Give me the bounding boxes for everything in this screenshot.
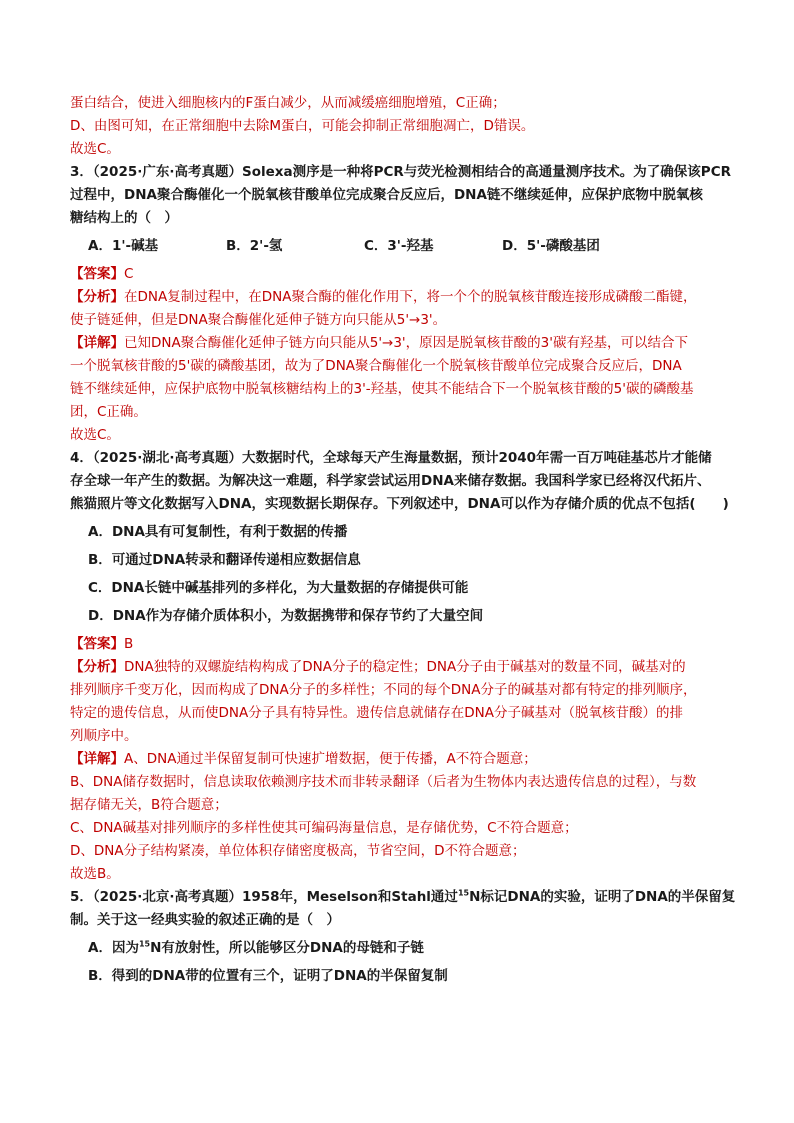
q4-number: 4． bbox=[70, 450, 93, 466]
q3-source: （2025·广东·高考真题） bbox=[92, 164, 242, 180]
q4-detail-line-4: C、DNA碱基对排列顺序的多样性使其可编码海量信息，是存储优势，C不符合题意； bbox=[70, 820, 578, 836]
q4-analysis-text: DNA独特的双螺旋结构构成了DNA分子的稳定性；DNA分子由于碱基对的数量不同，碱基对的 bbox=[124, 659, 686, 675]
q4-detail-line-5: D、DNA分子结构紧凑，单位体积存储密度极高，节省空间，D不符合题意； bbox=[70, 843, 526, 859]
q5-isotope-superscript: 15 bbox=[457, 888, 470, 898]
q4-analysis-tag: 【分析】 bbox=[70, 659, 124, 675]
q5-option-a-text-b: N有放射性，所以能够区分DNA的母链和子链 bbox=[150, 940, 424, 956]
q3-analysis-tag: 【分析】 bbox=[70, 289, 124, 305]
intro-line-1: 蛋白结合，使进入细胞核内的F蛋白减少，从而减缓癌细胞增殖，C正确； bbox=[70, 95, 506, 111]
q3-detail-line-2: 一个脱氧核苷酸的5'碳的磷酸基团，故为了DNA聚合酶催化一个脱氧核苷酸单位完成聚合反应后，DNA bbox=[70, 358, 682, 374]
q4-option-c: C．DNA长链中碱基排列的多样化，为大量数据的存储提供可能 bbox=[88, 580, 469, 596]
q3-option-a: A．1'-碱基 bbox=[88, 238, 159, 254]
q4-stem-line-2: 存全球一年产生的数据。为解决这一难题，科学家尝试运用DNA来储存数据。我国科学家已经将汉代拓片、 bbox=[70, 473, 711, 489]
q4-analysis-line-4: 列顺序中。 bbox=[70, 728, 138, 744]
q5-source: （2025·北京·高考真题） bbox=[92, 889, 242, 905]
q5-option-a bbox=[70, 937, 730, 960]
q3-detail-text: 已知DNA聚合酶催化延伸子链方向只能从5'→3'，原因是脱氧核苷酸的3'碳有羟基，可以结合下 bbox=[124, 335, 688, 351]
q3-stem-text: Solexa测序是一种将PCR与荧光检测相结合的高通量测序技术。为了确保该PCR bbox=[242, 164, 731, 180]
q5-option-a-text-a: A．因为 bbox=[88, 940, 139, 956]
q3-answer-value: C bbox=[124, 266, 134, 282]
q3-analysis-text: 在DNA复制过程中，在DNA聚合酶的催化作用下，将一个个的脱氧核苷酸连接形成磷酸二酯键， bbox=[124, 289, 697, 305]
q4-detail-text: A、DNA通过半保留复制可快速扩增数据，便于传播，A不符合题意； bbox=[124, 751, 537, 767]
q3-number: 3． bbox=[70, 164, 93, 180]
q4-analysis-line-3: 特定的遗传信息，从而使DNA分子具有特异性。遗传信息就储存在DNA分子碱基对（脱氧核苷酸）的排 bbox=[70, 705, 683, 721]
q4-option-a: A．DNA具有可复制性，有利于数据的传播 bbox=[88, 524, 348, 540]
q5-stem-text-a: 1958年，Meselson和Stahl通过 bbox=[242, 889, 458, 905]
q4-stem-line-3: 熊猫照片等文化数据写入DNA，实现数据长期保存。下列叙述中，DNA可以作为存储介质的优点不包括( ) bbox=[70, 496, 729, 512]
q3-stem-line-2: 过程中，DNA聚合酶催化一个脱氧核苷酸单位完成聚合反应后，DNA链不继续延伸，应保护底物中脱氧核 bbox=[70, 187, 703, 203]
q4-analysis-line-2: 排列顺序千变万化，因而构成了DNA分子的多样性；不同的每个DNA分子的碱基对都有特定的排列顺序， bbox=[70, 682, 697, 698]
q3-answer-tag: 【答案】 bbox=[70, 266, 124, 282]
q5-stem-line-2: 制。关于这一经典实验的叙述正确的是（ ） bbox=[70, 912, 340, 928]
q3-option-c: C．3'-羟基 bbox=[364, 238, 434, 254]
q3-options bbox=[70, 235, 730, 258]
q3-detail-line-1 bbox=[70, 332, 730, 355]
q3-detail-line-3: 链不继续延伸，应保护底物中脱氧核糖结构上的3'-羟基，使其不能结合下一个脱氧核苷酸的5'碳的磷酸基 bbox=[70, 381, 694, 397]
q4-detail-line-1 bbox=[70, 748, 730, 771]
q4-stem-line-1 bbox=[70, 447, 730, 470]
q5-stem-text-b: N标记DNA的实验，证明了DNA的半保留复 bbox=[469, 889, 736, 905]
q5-stem-line-1 bbox=[70, 886, 736, 909]
intro-line-3: 故选C。 bbox=[70, 141, 120, 157]
q4-stem-text: 大数据时代，全球每天产生海量数据，预计2040年需一百万吨硅基芯片才能储 bbox=[242, 450, 712, 466]
q4-detail-line-2: B、DNA储存数据时，信息读取依赖测序技术而非转录翻译（后者为生物体内表达遗传信息的过程），与数 bbox=[70, 774, 697, 790]
q3-detail-line-5: 故选C。 bbox=[70, 427, 120, 443]
q5-number: 5． bbox=[70, 889, 93, 905]
q3-option-d: D．5'-磷酸基团 bbox=[502, 238, 600, 254]
q4-answer-tag: 【答案】 bbox=[70, 636, 124, 652]
q3-analysis-line-2: 使子链延伸，但是DNA聚合酶催化延伸子链方向只能从5'→3'。 bbox=[70, 312, 447, 328]
q4-answer-value: B bbox=[124, 636, 134, 652]
q4-option-d: D．DNA作为存储介质体积小，为数据携带和保存节约了大量空间 bbox=[88, 608, 484, 624]
q3-stem-line-3: 糖结构上的（ ） bbox=[70, 210, 178, 226]
q3-analysis-line-1 bbox=[70, 286, 730, 309]
q3-detail-line-4: 团，C正确。 bbox=[70, 404, 147, 420]
q3-option-b: B．2'-氢 bbox=[226, 238, 283, 254]
intro-line-2: D、由图可知，在正常细胞中去除M蛋白，可能会抑制正常细胞凋亡，D错误。 bbox=[70, 118, 535, 134]
q5-option-b: B．得到的DNA带的位置有三个，证明了DNA的半保留复制 bbox=[88, 968, 448, 984]
q4-detail-tag: 【详解】 bbox=[70, 751, 124, 767]
q4-detail-line-3: 据存储无关，B符合题意； bbox=[70, 797, 228, 813]
q4-detail-line-6: 故选B。 bbox=[70, 866, 120, 882]
q5-option-a-superscript: 15 bbox=[138, 939, 151, 949]
q4-option-b: B．可通过DNA转录和翻译传递相应数据信息 bbox=[88, 552, 361, 568]
q3-answer bbox=[70, 263, 730, 286]
q4-answer bbox=[70, 633, 730, 656]
q3-detail-tag: 【详解】 bbox=[70, 335, 124, 351]
document-page bbox=[70, 92, 736, 988]
q4-analysis-line-1 bbox=[70, 656, 730, 679]
q4-source: （2025·湖北·高考真题） bbox=[92, 450, 242, 466]
q3-stem-line-1 bbox=[70, 161, 730, 184]
